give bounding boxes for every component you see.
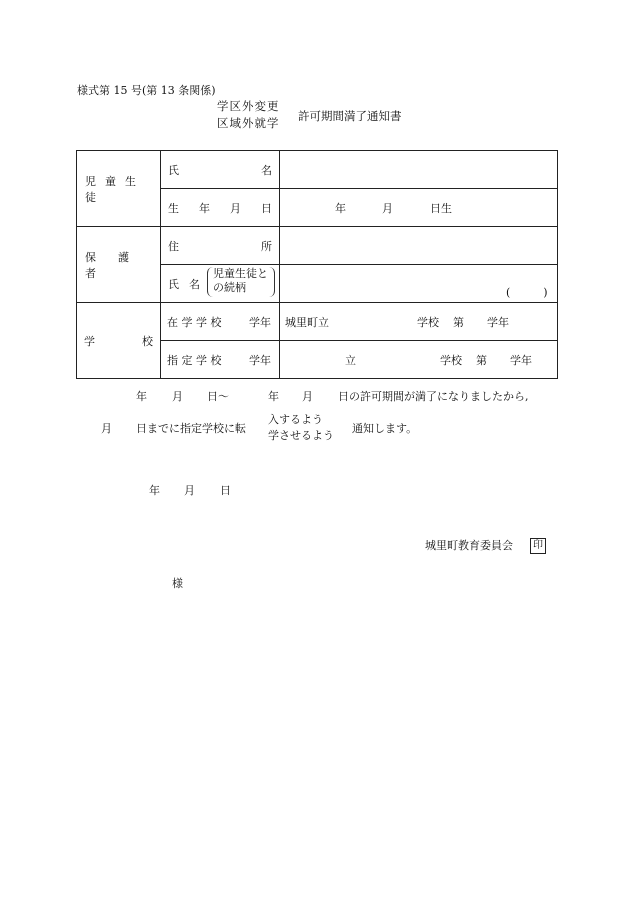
assigned-school-ritsu: 立 (345, 353, 356, 367)
birth-label-4: 日 (261, 201, 272, 215)
body-line2-text: 日までに指定学校に転 (136, 422, 246, 435)
guardian-name-field[interactable] (280, 265, 558, 303)
current-school-town: 城里町立 (285, 315, 329, 329)
student-name-label-cell (161, 151, 280, 189)
student-label: 児童生徒 (85, 174, 145, 204)
guardian-address-field[interactable] (280, 227, 558, 265)
current-school-grade: 学年 (487, 315, 509, 329)
birth-year: 年 (335, 201, 346, 215)
date-day: 日 (220, 484, 231, 497)
assigned-school-label: 指 定 学 校 (167, 353, 222, 367)
relation-bracket (207, 267, 275, 297)
school-label-b: 校 (142, 334, 153, 348)
student-birth-field[interactable] (280, 189, 558, 227)
assigned-school-label-cell (161, 341, 280, 379)
birth-day: 日生 (430, 201, 452, 215)
body-line1-month1: 月 (172, 390, 183, 403)
date-year: 年 (149, 484, 160, 497)
guardian-name-label-a: 氏 (168, 277, 179, 291)
body-line1-year1: 年 (136, 390, 147, 403)
title-alt-bottom: 区域外就学 (217, 116, 280, 130)
title-alt-top: 学区外変更 (217, 99, 280, 113)
current-school-field[interactable] (280, 303, 558, 341)
student-name-field[interactable] (280, 151, 558, 189)
assigned-school-grade-label: 学年 (249, 353, 271, 367)
guardian-section-label (77, 227, 161, 303)
student-name-label-a: 氏 (168, 163, 179, 177)
assigned-school-no: 第 (476, 353, 487, 367)
school-section-label (77, 303, 161, 379)
student-name-row (77, 151, 558, 189)
current-school-label-cell (161, 303, 280, 341)
student-section-label (77, 151, 161, 227)
school-label-a: 学 (84, 334, 95, 348)
assigned-school-grade: 学年 (510, 353, 532, 367)
option-transfer: 学させるよう (268, 429, 334, 442)
seal-mark: 印 (530, 538, 546, 554)
current-school-suffix: 学校 (417, 315, 439, 329)
assigned-school-field[interactable] (280, 341, 558, 379)
form-table (76, 150, 558, 379)
current-school-grade-label: 学年 (249, 315, 271, 329)
assigned-school-suffix: 学校 (440, 353, 462, 367)
school-current-row (77, 303, 558, 341)
guardian-address-label-a: 住 (168, 239, 179, 253)
body-line2-month: 月 (101, 422, 112, 435)
birth-label-3: 月 (230, 201, 241, 215)
birth-label-1: 生 (168, 201, 179, 215)
current-school-label: 在 学 学 校 (167, 315, 222, 329)
date-month: 月 (184, 484, 195, 497)
body-line1-year2: 年 (268, 390, 279, 403)
relation-label-line2: の続柄 (213, 281, 246, 294)
body-line1-month2: 月 (302, 390, 313, 403)
body-line1-rest: 日の許可期間が満了になりましたから, (338, 390, 529, 403)
relation-label-line1: 児童生徒と (213, 267, 268, 280)
option-enroll: 入するよう (268, 413, 323, 426)
guardian-address-row (77, 227, 558, 265)
guardian-name-label-cell (161, 265, 280, 303)
body-line2-end: 通知します。 (352, 422, 418, 435)
body-line1-day1: 日～ (207, 390, 229, 403)
guardian-address-label-b: 所 (261, 239, 272, 253)
document-title: 許可期間満了通知書 (298, 109, 402, 123)
relation-paren: ( ) (506, 286, 548, 299)
guardian-name-label-b: 名 (189, 277, 200, 291)
current-school-no: 第 (453, 315, 464, 329)
student-name-label-b: 名 (261, 163, 272, 177)
guardian-address-label-cell (161, 227, 280, 265)
form-number: 様式第 15 号(第 13 条関係) (77, 84, 216, 97)
birth-month: 月 (382, 201, 393, 215)
birth-label-2: 年 (199, 201, 210, 215)
guardian-label: 保護者 (85, 250, 151, 280)
issuer-name: 城里町教育委員会 (425, 539, 513, 552)
student-birth-label-cell (161, 189, 280, 227)
addressee-suffix: 様 (172, 577, 183, 590)
